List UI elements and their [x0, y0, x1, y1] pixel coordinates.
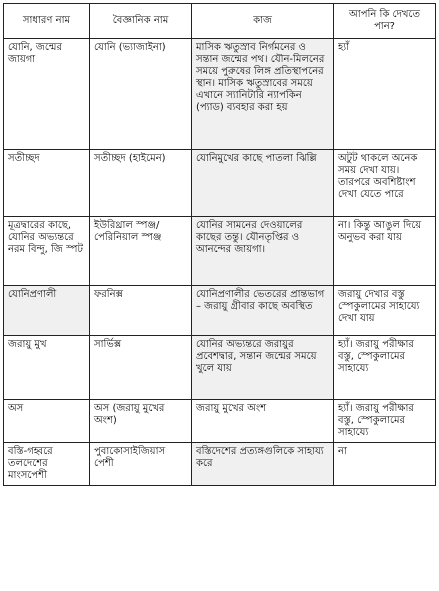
header-can-you-see: আপনি কি দেখতে পান?	[334, 4, 436, 39]
table-row	[4, 286, 436, 336]
table-row	[4, 336, 436, 400]
cell-common-name: মূত্রদ্বারের কাছে, যোনির অভ্যন্তরে নরম বিন্দু, জি স্পট	[4, 217, 90, 286]
cell-function: যোনির সামনের দেওয়ালের কাছের তন্তু। যৌনতৃপ্তির ও আনন্দের জায়গা।	[192, 217, 334, 286]
cell-scientific-name: সার্ভিক্স	[90, 336, 192, 400]
header-function: কাজ	[192, 4, 334, 39]
cell-visible: না। কিন্তু আঙুল দিয়ে অনুভব করা যায়	[334, 217, 436, 286]
cell-common-name: যোনিপ্রণালী	[4, 286, 90, 336]
cell-visible: হ্যাঁ। জরায়ু পরীক্ষার বস্তু, স্পেকুলামের সাহায্যে	[334, 400, 436, 443]
cell-common-name: জরায়ু মুখ	[4, 336, 90, 400]
cell-visible: হ্যাঁ	[334, 39, 436, 150]
cell-function: যোনিমুখের কাছে পাতলা ঝিল্লি	[192, 150, 334, 217]
anatomy-table	[3, 3, 436, 486]
header-row	[4, 4, 436, 39]
cell-function: বস্তিদেশের প্রত্যঙ্গগুলিকে সাহায্য করে	[192, 443, 334, 486]
header-scientific-name: বৈজ্ঞানিক নাম	[90, 4, 192, 39]
table-row	[4, 39, 436, 150]
table-row	[4, 400, 436, 443]
cell-visible: না	[334, 443, 436, 486]
cell-common-name: সতীচ্ছদ	[4, 150, 90, 217]
cell-function: যোনিপ্রণালীর ভেতরের প্রান্তভাগ – জরায়ু গ্রীবার কাছে অবস্থিত	[192, 286, 334, 336]
cell-scientific-name: ইউরিথ্রাল স্পঞ্জ/ পেরিনিয়াল স্পঞ্জ	[90, 217, 192, 286]
header-common-name: সাধারণ নাম	[4, 4, 90, 39]
cell-visible: অটুট থাকলে অনেক সময় দেখা যায়। তারপরে অবশিষ্টাংশ দেখা যেতে পারে	[334, 150, 436, 217]
cell-visible: হ্যাঁ। জরায়ু পরীক্ষার বস্তু, স্পেকুলামের সাহায্যে	[334, 336, 436, 400]
cell-common-name: অস	[4, 400, 90, 443]
cell-common-name: বস্তি-গহ্বরে তলদেশের মাংসপেশী	[4, 443, 90, 486]
cell-function: মাসিক ঋতুস্রাব নির্গমনের ও সন্তান জন্মের পথ। যৌন-মিলনের সময়ে পুরুষের লিঙ্গ প্রতিস্থাপনের স্থান। মাসিক ঋতুস্রাবের সময়ে এখানে স্যানিটারি ন্যাপকিন (প্যাড) ব্যবহার করা হয়	[192, 39, 334, 150]
cell-common-name: যোনি, জন্মের জায়গা	[4, 39, 90, 150]
table-body	[4, 39, 436, 486]
cell-scientific-name: পুবাকোসাইজিয়াস পেশী	[90, 443, 192, 486]
cell-visible: জরায়ু দেখার বস্তু স্পেকুলামের সাহায্যে দেখা যায়	[334, 286, 436, 336]
table-header	[4, 4, 436, 39]
cell-function: জরায়ু মুখের অংশ	[192, 400, 334, 443]
table-row	[4, 217, 436, 286]
cell-scientific-name: যোনি (ভ্যাজাইনা)	[90, 39, 192, 150]
table-row	[4, 150, 436, 217]
cell-scientific-name: সতীচ্ছদ (হাইমেন)	[90, 150, 192, 217]
cell-scientific-name: অস (জরায়ু মুখের অংশ)	[90, 400, 192, 443]
cell-scientific-name: ফরনিক্স	[90, 286, 192, 336]
cell-function: যোনির অভ্যন্তরে জরায়ুর প্রবেশদ্বার, সন্তান জন্মের সময়ে খুলে যায়	[192, 336, 334, 400]
table-row	[4, 443, 436, 486]
